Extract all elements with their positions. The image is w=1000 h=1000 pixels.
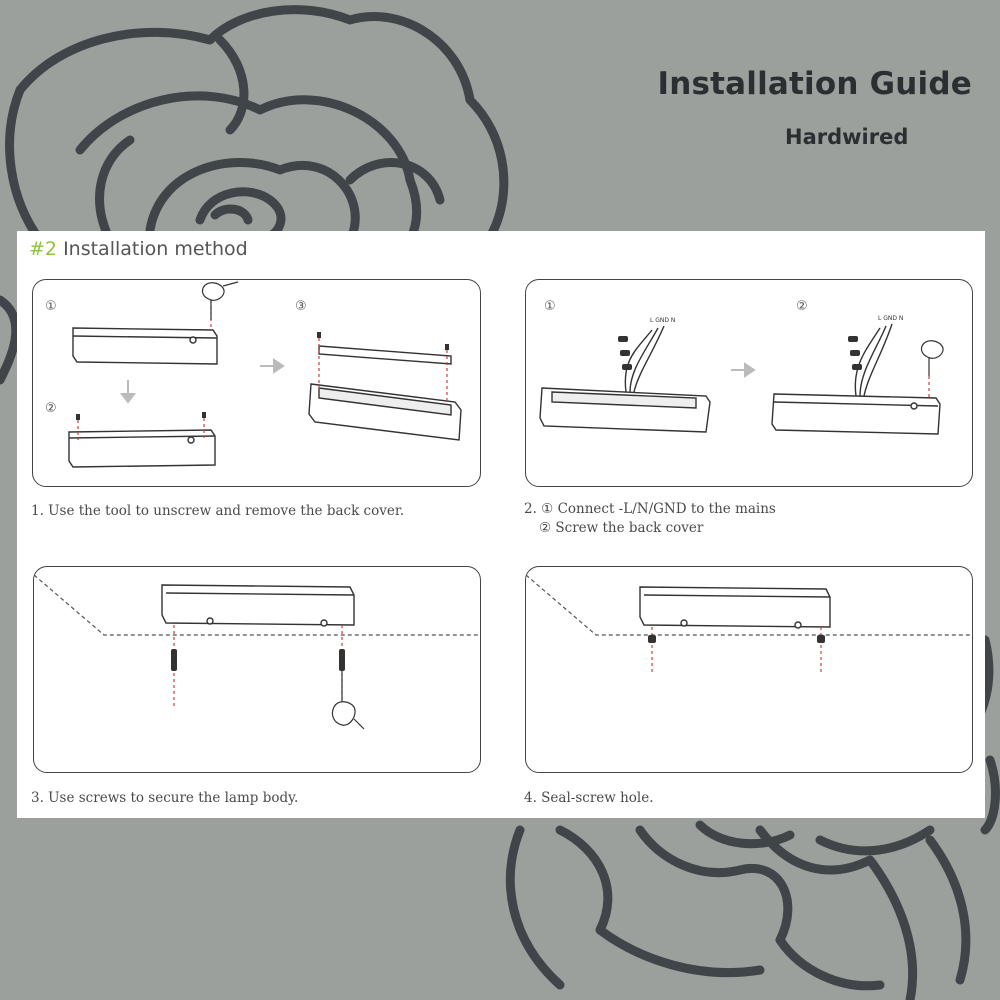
secure-lamp-illustration <box>34 567 480 772</box>
unscrew-back-cover-illustration <box>33 280 480 486</box>
instruction-sheet <box>17 231 985 818</box>
marker-1: ① <box>544 299 556 314</box>
wire-labels-left: L GND N <box>650 317 676 324</box>
section-heading <box>29 238 248 260</box>
step-3-panel <box>33 566 481 773</box>
step-4-panel <box>525 566 973 773</box>
marker-2: ② <box>45 401 57 416</box>
wire-labels-right: L GND N <box>878 315 904 322</box>
step-2-caption: 2. ① Connect -L/N/GND to the mains ② Screw the back cover <box>524 501 776 536</box>
step-1-caption: 1. Use the tool to unscrew and remove the back cover. <box>31 503 405 519</box>
page-subtitle: Hardwired <box>785 125 909 149</box>
marker-1: ① <box>45 299 57 314</box>
section-title: Installation method <box>63 238 248 260</box>
step-3-caption: 3. Use screws to secure the lamp body. <box>31 790 299 806</box>
connect-wiring-illustration <box>526 280 972 486</box>
section-number: #2 <box>29 238 58 260</box>
step-1-panel <box>32 279 481 487</box>
marker-2: ② <box>796 299 808 314</box>
seal-screw-hole-illustration <box>526 567 972 772</box>
page-title: Installation Guide <box>657 66 972 102</box>
step-4-caption: 4. Seal-screw hole. <box>524 790 654 806</box>
step-2-panel <box>525 279 973 487</box>
marker-3: ③ <box>295 299 307 314</box>
